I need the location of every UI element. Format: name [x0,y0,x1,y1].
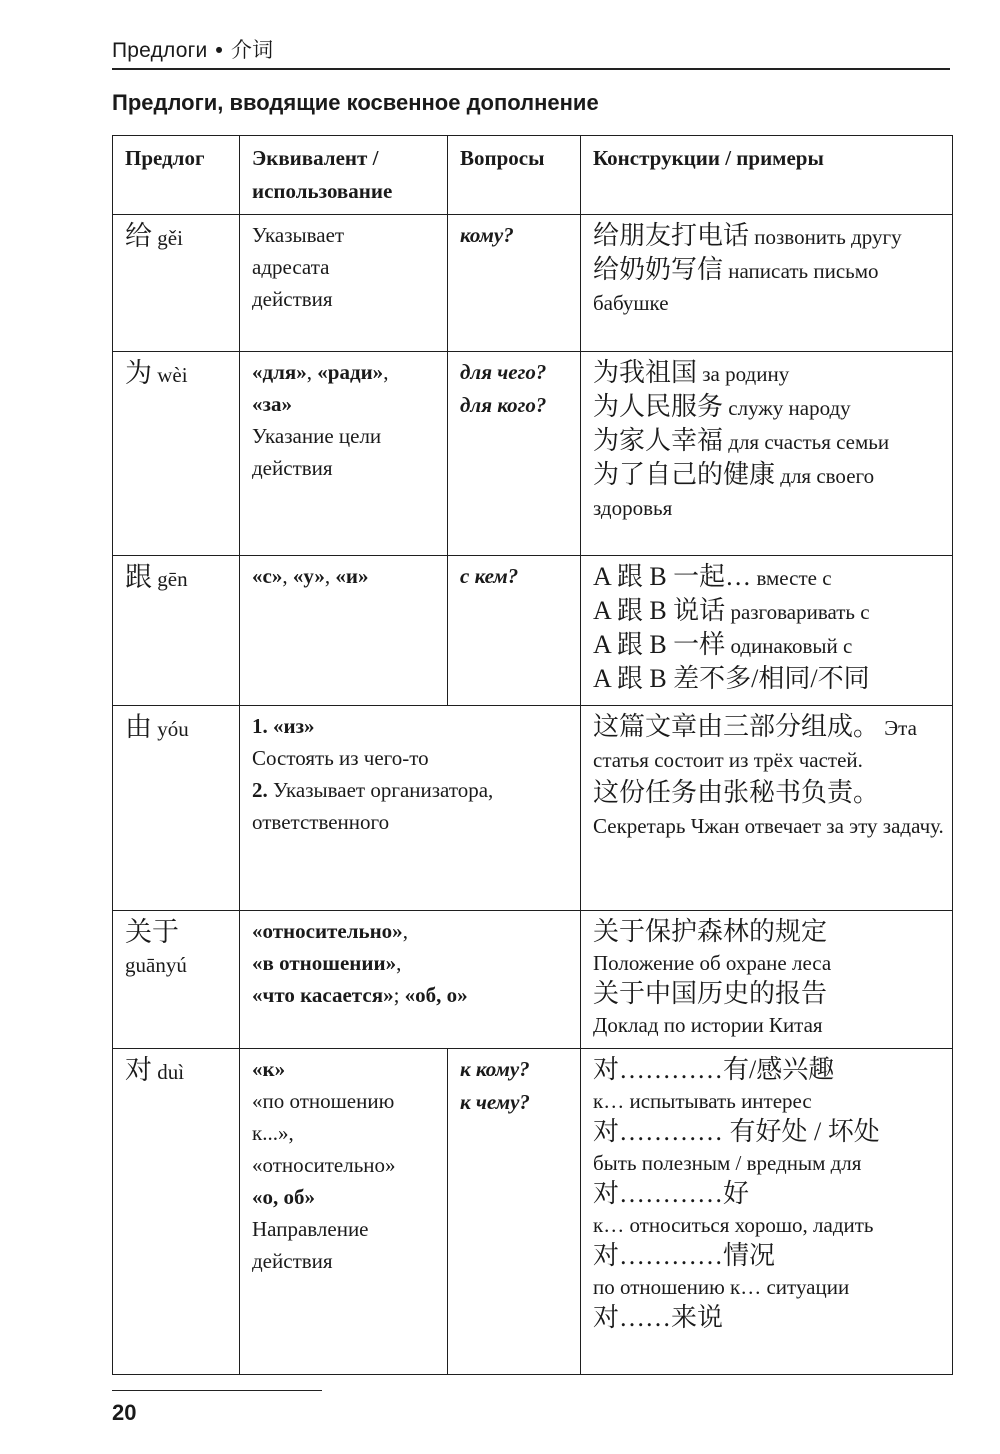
examples-cell [581,911,953,1049]
table-row [113,556,953,706]
questions-cell [448,215,581,352]
header-rule [112,68,950,70]
question: с кем? [460,564,519,588]
example [593,915,944,977]
section-title: Предлоги, вводящие косвенное дополнение [112,90,599,115]
prepositions-table [112,135,953,1375]
equivalent-sep: , [306,360,318,384]
equivalent-term: «и» [335,564,369,588]
examples-cell [581,706,953,911]
question: к кому? [460,1057,530,1081]
example [593,458,944,524]
example-zh: 为我祖国 [593,358,698,387]
example-zh: 关于中国历史的报告 [593,979,828,1008]
example-ru: за родину [697,362,790,386]
example [593,1239,944,1301]
table-row [113,706,953,911]
equivalent-line: действия [252,456,333,480]
running-title-zh: 介词 [230,39,274,62]
running-title: Предлоги [112,39,208,62]
header-questions: Вопросы [448,136,581,215]
example [593,219,944,253]
preposition-zh: 跟 [125,562,152,592]
examples-cell [581,352,953,556]
equivalent-cell [240,215,448,352]
examples-cell [581,556,953,706]
example-zh: 关于保护森林的规定 [593,917,828,946]
example [593,1177,944,1239]
example-zh: 对…………情况 [593,1241,776,1270]
equivalent-line: Указывает [252,223,345,247]
example-ru: разговаривать с [725,600,870,624]
example [593,1115,944,1177]
example-ru: Положение об охране леса [593,951,832,975]
preposition-pinyin: wèi [157,363,188,387]
example-zh: A 跟 B 一起… [593,562,752,591]
example-zh: 给奶奶写信 [593,255,724,284]
equivalent-term: «к» [252,1057,286,1081]
header-preposition: Предлог [113,136,240,215]
preposition-zh: 对 [125,1055,152,1085]
preposition-cell [113,911,240,1049]
example [593,1301,944,1335]
preposition-pinyin: gěi [157,226,183,250]
page-number: 20 [112,1400,137,1425]
example-ru: Эта статья состоит из трёх частей. [593,716,917,772]
table-row [113,352,953,556]
header-equivalent: Эквивалент / использование [240,136,448,215]
examples-cell [581,1049,953,1375]
example-zh: A 跟 B 差不多/相同/不同 [593,664,870,693]
example [593,1053,944,1115]
equivalent-line: действия [252,287,333,311]
example-ru: для своего здоровья [593,464,875,520]
preposition-pinyin: yóu [157,717,189,741]
example [593,356,944,390]
equivalent-cell [240,352,448,556]
equivalent-cell [240,556,448,706]
example [593,253,944,319]
equivalent-term: «относительно» [252,919,403,943]
equivalent-term: «для» [252,360,307,384]
equivalent-cell [240,911,581,1049]
equivalent-line: Указывает организатора, ответственного [252,778,494,834]
equivalent-line: Указание цели [252,424,382,448]
example-ru: Секретарь Чжан отвечает за эту задачу. [593,814,944,838]
preposition-zh: 为 [125,358,152,388]
equivalent-term: «об, о» [404,983,468,1007]
example-ru: к… относиться хорошо, ладить [593,1213,874,1237]
preposition-zh: 给 [125,221,152,251]
preposition-pinyin: gēn [157,567,188,591]
example-zh: 对…………有/感兴趣 [593,1055,835,1084]
equivalent-line: действия [252,1249,333,1273]
example [593,628,944,662]
example-zh: 为了自己的健康 [593,460,776,489]
example-ru: по отношению к… ситуации [593,1275,850,1299]
equivalent-line: Состоять из чего-то [252,746,429,770]
example-zh: 这份任务由张秘书负责。 [593,778,880,807]
example-ru: вместе с [751,566,832,590]
equivalent-line: «относительно» [252,1153,396,1177]
footer-rule [112,1390,322,1391]
equivalent-sep: , [396,951,402,975]
equivalent-sep: , [282,564,293,588]
example-zh: 为人民服务 [593,392,724,421]
questions-cell [448,352,581,556]
example-ru: к… испытывать интерес [593,1089,812,1113]
example-zh: 这篇文章由三部分组成。 [593,712,880,741]
example [593,977,944,1039]
question: для кого? [460,393,547,417]
example [593,594,944,628]
table-row [113,911,953,1049]
equivalent-term: «у» [292,564,325,588]
preposition-pinyin: duì [157,1060,185,1084]
header-separator: • [215,39,223,62]
preposition-cell [113,215,240,352]
preposition-zh: 由 [125,712,152,742]
question: кому? [460,223,514,247]
example-ru: Доклад по истории Китая [593,1013,823,1037]
example [593,424,944,458]
example-ru: позвонить другу [749,225,902,249]
table-header-row [113,136,953,215]
preposition-cell [113,556,240,706]
equivalent-term: «ради» [317,360,384,384]
equivalent-sep: , [383,360,389,384]
example-zh: A 跟 B 说话 [593,596,726,625]
equivalent-cell [240,1049,448,1375]
equivalent-term: «в отношении» [252,951,397,975]
example-zh: 对………… 有好处 / 坏处 [593,1117,880,1146]
questions-cell [448,556,581,706]
example [593,776,944,842]
question: к чему? [460,1090,530,1114]
equivalent-term: «с» [252,564,283,588]
question: для чего? [460,360,547,384]
example-ru: быть полезным / вредным для [593,1151,862,1175]
equivalent-sep: , [324,564,336,588]
example-zh: 对…………好 [593,1179,750,1208]
example-zh: A 跟 B 一样 [593,630,726,659]
questions-cell [448,1049,581,1375]
example [593,390,944,424]
item-number: 1. [252,714,268,738]
example-zh: 给朋友打电话 [593,221,750,250]
example [593,560,944,594]
example-ru: написать письмо бабушке [593,259,879,315]
example-zh: 对……来说 [593,1303,724,1332]
equivalent-sep: , [402,919,408,943]
table-row [113,215,953,352]
table-row [113,1049,953,1375]
equivalent-term: «что касается» [252,983,394,1007]
examples-cell [581,215,953,352]
item-number: 2. [252,778,268,802]
preposition-pinyin: guānyú [125,953,187,977]
equivalent-term: «о, об» [252,1185,315,1209]
preposition-zh: 关于 [125,917,179,947]
header-constructions: Конструкции / примеры [581,136,953,215]
example-ru: для счастья семьи [723,430,890,454]
equivalent-line: Направление [252,1217,369,1241]
example-zh: 为家人幸福 [593,426,724,455]
example-ru: одинаковый с [725,634,853,658]
preposition-cell [113,1049,240,1375]
equivalent-sep: ; [393,983,405,1007]
equivalent-line: к...», [252,1121,294,1145]
example-ru: служу народу [723,396,851,420]
example [593,710,944,776]
preposition-cell [113,706,240,911]
preposition-cell [113,352,240,556]
equivalent-term: «за» [252,392,292,416]
equivalent-cell [240,706,581,911]
equivalent-line: «по отношению [252,1089,395,1113]
equivalent-line: адресата [252,255,330,279]
running-header [112,34,950,64]
example [593,662,944,696]
equivalent-term: «из» [267,714,315,738]
